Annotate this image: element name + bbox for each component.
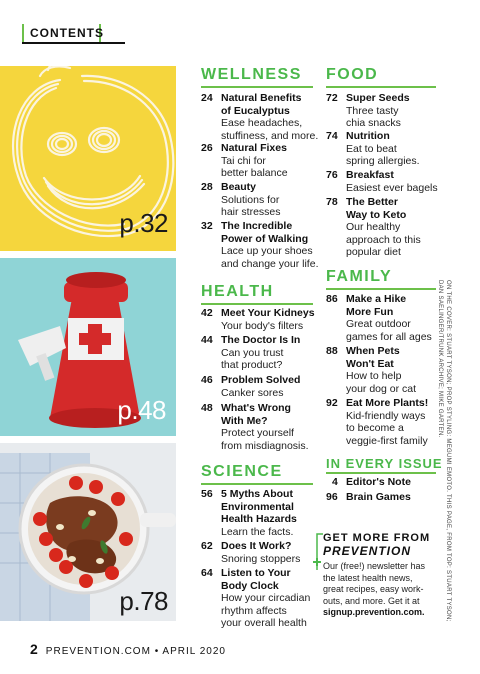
section-heading-food: FOOD — [326, 66, 379, 83]
entry-desc: your dog or cat — [346, 382, 417, 395]
photo-page-label: p.78 — [119, 586, 168, 616]
entry-desc: Easiest ever bagels — [346, 181, 438, 194]
entry-title: Problem Solved — [221, 374, 301, 386]
section-rule — [326, 472, 436, 474]
page-number: 56 — [201, 488, 213, 500]
entry-desc: chia snacks — [346, 117, 401, 129]
newsletter-text: the latest health news, — [323, 572, 413, 583]
newsletter-heading: GET MORE FROM — [323, 532, 431, 544]
page-footer — [30, 641, 226, 657]
page-number: 96 — [326, 491, 338, 503]
page-number: 28 — [201, 181, 213, 193]
bracket-plus-icon — [313, 532, 325, 572]
page-number: 44 — [201, 334, 213, 346]
page-number: 48 — [201, 402, 213, 414]
entry-desc: How to help — [346, 370, 402, 382]
credit-line: DAN SAELINGER/TRUNK ARCHIVE; MIKE GARTEN. — [437, 280, 443, 438]
section-rule — [201, 483, 313, 485]
entry-title: Breakfast — [346, 169, 394, 181]
page-number: 62 — [201, 540, 213, 552]
entry-desc: better balance — [221, 167, 288, 179]
photo-page-label: p.32 — [119, 208, 168, 238]
newsletter-text: great recipes, easy work- — [323, 584, 424, 594]
page-number: 72 — [326, 92, 338, 104]
section-heading-health: HEALTH — [201, 283, 274, 300]
page-number: 88 — [326, 345, 338, 357]
page-number: 74 — [326, 130, 338, 142]
newsletter-text: outs, and more. Get it at — [323, 595, 420, 606]
entry-desc: popular diet — [346, 246, 401, 258]
entry-title: The Better — [346, 196, 398, 208]
page-number: 32 — [201, 220, 213, 232]
contents-header — [22, 24, 125, 43]
photo-skillet-steak[interactable] — [0, 443, 176, 621]
page-number: 46 — [201, 374, 213, 386]
entry-desc: approach to this — [346, 233, 421, 246]
section-rule — [326, 288, 436, 290]
entry-title: More Fun — [346, 305, 394, 318]
entry-desc: veggie-first family — [346, 434, 428, 447]
section-heading-in-every-issue: IN EVERY ISSUE — [326, 456, 443, 471]
newsletter-brand: PREVENTION — [323, 544, 412, 558]
entry-desc: Eat to beat — [346, 142, 397, 155]
entry-title: Super Seeds — [346, 92, 410, 104]
entry-desc: Protect yourself — [221, 427, 294, 439]
page-number: 92 — [326, 397, 338, 409]
entry-title: Editor's Note — [346, 476, 411, 488]
photo-megaphone[interactable] — [0, 258, 176, 436]
entry-desc: Learn the facts. — [221, 525, 294, 538]
entry-desc: games for all ages — [346, 330, 432, 343]
entry-desc: Tai chi for — [221, 154, 266, 167]
page-number: 42 — [201, 307, 213, 319]
entry-title: Natural Fixes — [221, 142, 287, 154]
entry-desc: Three tasty — [346, 104, 399, 117]
entry-desc: stuffiness, and more. — [221, 129, 319, 142]
entry-title: With Me? — [221, 414, 268, 427]
section-heading-family: FAMILY — [326, 268, 393, 285]
entry-title: Make a Hike — [346, 293, 407, 305]
entry-desc: Lace up your shoes — [221, 245, 313, 257]
header-rule — [22, 42, 125, 44]
entry-desc: Ease headaches, — [221, 117, 303, 129]
entry-title: Brain Games — [346, 491, 411, 503]
entry-desc: Solutions for — [221, 193, 280, 206]
section-rule — [201, 303, 313, 305]
entry-desc: to become a — [346, 422, 404, 434]
newsletter-url[interactable]: signup.prevention.com. — [323, 607, 425, 617]
entry-desc: and change your life. — [221, 257, 319, 270]
entry-title: of Eucalyptus — [221, 104, 290, 117]
entry-desc: Canker sores — [221, 386, 284, 399]
entry-desc: Your body's filters — [221, 319, 304, 332]
entry-title: Beauty — [221, 181, 257, 193]
entry-desc: Snoring stoppers — [221, 552, 301, 565]
photo-credit — [436, 280, 452, 622]
entry-desc: Great outdoor — [346, 318, 411, 330]
folio-text: PREVENTION.COM • APRIL 2020 — [45, 646, 226, 657]
page-number: 64 — [201, 567, 213, 579]
entry-title: Power of Walking — [221, 232, 309, 245]
entry-title: Eat More Plants! — [346, 397, 429, 409]
section-heading-science: SCIENCE — [201, 463, 283, 480]
entry-title: Meet Your Kidneys — [221, 307, 315, 319]
entry-title: Environmental — [221, 500, 294, 513]
entry-desc: How your circadian — [221, 592, 311, 604]
page-number: 4 — [332, 476, 338, 488]
entry-title: When Pets — [346, 345, 400, 357]
entry-title: Nutrition — [346, 130, 390, 142]
entry-desc: spring allergies. — [346, 155, 420, 167]
credit-line: ON THE COVER: STUART TYSON; PROP STYLING: MEGUMI EMOTO. THIS PAGE, FROM TOP: STUART TYSON; — [445, 280, 451, 622]
entry-title: Does It Work? — [221, 540, 292, 552]
entry-desc: from misdiagnosis. — [221, 439, 309, 452]
entry-desc: Kid-friendly ways — [346, 409, 426, 422]
section-rule — [326, 86, 436, 88]
contents-label: CONTENTS — [30, 26, 104, 40]
page-number: 78 — [326, 196, 338, 208]
entry-title: Listen to Your — [221, 567, 291, 579]
photo-page-label: p.48 — [117, 395, 166, 425]
entry-desc: your overall health — [221, 617, 307, 629]
entry-desc: Can you trust — [221, 346, 284, 359]
entry-desc: rhythm affects — [221, 604, 287, 617]
section-heading-wellness: WELLNESS — [201, 66, 302, 83]
page-number: 86 — [326, 293, 338, 305]
section-rule — [201, 86, 313, 88]
entry-title: Body Clock — [221, 579, 279, 592]
page-number: 26 — [201, 142, 213, 154]
entry-title: Natural Benefits — [221, 92, 302, 104]
entry-desc: hair stresses — [221, 206, 281, 218]
entry-title: The Doctor Is In — [221, 334, 301, 346]
entry-desc: Our healthy — [346, 221, 401, 233]
entry-title: What's Wrong — [221, 402, 291, 414]
newsletter-text: Our (free!) newsletter has — [323, 561, 426, 571]
page-number: 76 — [326, 169, 338, 181]
entry-desc: that product? — [221, 359, 283, 371]
photo-noodle-smiley[interactable] — [0, 66, 176, 251]
entry-title: The Incredible — [221, 220, 293, 232]
entry-title: Way to Keto — [346, 208, 407, 221]
entry-title: 5 Myths About — [221, 488, 293, 500]
page-number: 24 — [201, 92, 213, 104]
folio-number: 2 — [30, 641, 38, 657]
entry-title: Health Hazards — [221, 513, 297, 525]
entry-title: Won't Eat — [346, 357, 394, 370]
